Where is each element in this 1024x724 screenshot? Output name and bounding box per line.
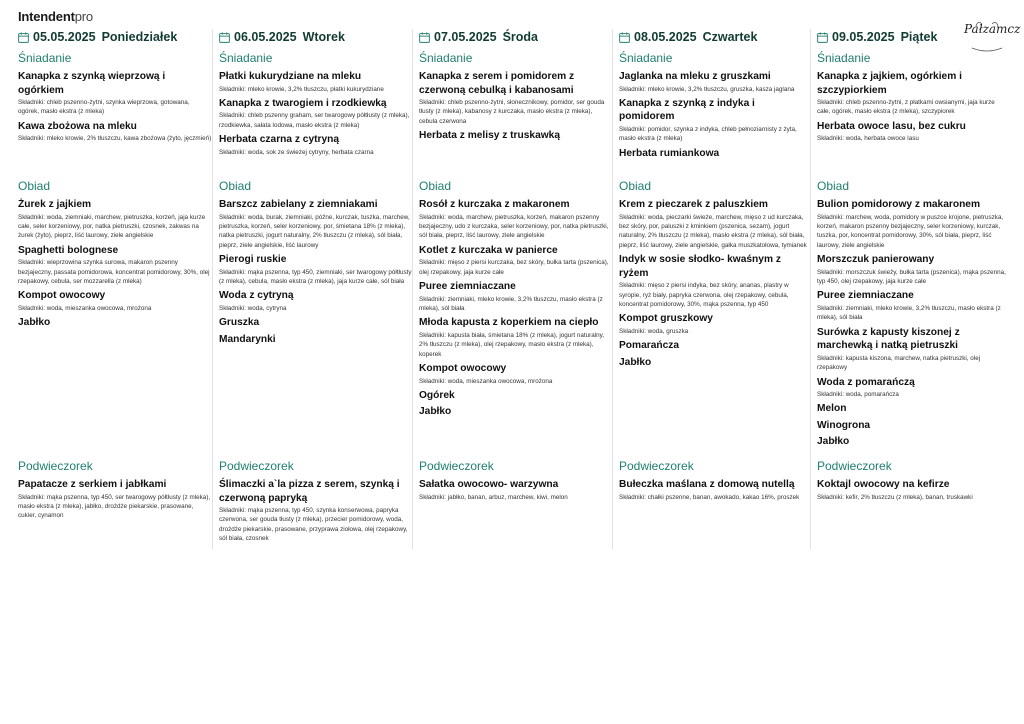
dish-name: Barszcz zabielany z ziemniakami xyxy=(219,199,378,210)
snack-section xyxy=(613,459,810,505)
day-date: 08.05.2025 xyxy=(634,30,697,44)
dish-name: Puree ziemniaczane xyxy=(419,281,516,293)
breakfast-section xyxy=(413,51,612,146)
menu-item xyxy=(219,289,412,313)
menu-item xyxy=(18,70,212,117)
dish-ingredients: Składniki: mięso z piersi kurczaka, bez skóry, bułka tarta (pszenica), olej rzepakowy, jaja kurze całe xyxy=(419,259,609,276)
day-date: 05.05.2025 xyxy=(33,30,96,44)
dish-name: Winogrona xyxy=(817,419,871,431)
section-title: Śniadanie xyxy=(619,51,673,65)
snack-section xyxy=(18,459,212,524)
menu-item xyxy=(419,70,612,126)
section-title: Obiad xyxy=(18,179,51,193)
dish-name: Papatacze z serkiem i jabłkami xyxy=(18,479,167,490)
meal-list xyxy=(219,70,412,157)
section-title: Śniadanie xyxy=(219,51,273,65)
menu-item xyxy=(817,376,1006,400)
meal-list xyxy=(817,478,1006,502)
menu-item xyxy=(817,402,1006,416)
dish-name: Kanapka z twarogiem i rzodkiewką xyxy=(219,97,387,109)
meal-list xyxy=(219,478,412,544)
menu-item xyxy=(817,478,1006,502)
menu-item xyxy=(619,97,810,144)
breakfast-section xyxy=(18,51,212,147)
dish-name: Kotlet z kurczaka w panierce xyxy=(419,244,558,256)
menu-item xyxy=(817,70,1006,117)
day-name: Środa xyxy=(502,30,538,44)
dish-ingredients: Składniki: wieprzowina szynka surowa, makaron pszenny bezjajeczny, passata pomidorowa, koncentrat pomidorowy, 30%, olej rzepakowy, cebula, ser mozzarella (z mleka) xyxy=(18,259,210,286)
menu-item xyxy=(817,419,1006,433)
dish-name: Mandarynki xyxy=(219,333,276,345)
dish-ingredients: Składniki: woda, mieszanka owocowa, mrożona xyxy=(18,304,152,312)
dish-ingredients: Składniki: chleb pszenny graham, ser twarogowy półtłusty (z mleka), rzodkiewka, sałata lodowa, masło ekstra (z mleka) xyxy=(219,112,410,129)
brand-name-part1: Intendent xyxy=(18,9,75,24)
dish-ingredients: Składniki: marchew, woda, pomidory w puszce krojone, pietruszka, korzeń, makaron pszenny bezjajeczny, seler korzeniowy, kurczak, tuszka, por, koncentrat pomidorowy, 30%, sól biała, pieprz, liść laurowy, ziele angielskie xyxy=(817,213,1004,249)
dish-name: Melon xyxy=(817,403,847,415)
dish-ingredients: Składniki: woda, mieszanka owocowa, mrożona xyxy=(419,377,553,385)
dish-ingredients: Składniki: mąka pszenna, typ 450, ser twarogowy półtłusty (z mleka), masło ekstra (z mleka), jabłko, drożdże piekarskie, prasowane, cukier, cynamon xyxy=(18,493,211,520)
dish-name: Jaglanka na mleku z gruszkami xyxy=(619,71,771,82)
dish-ingredients: Składniki: chleb pszenno-żytni, szynka wieprzowa, gotowana, ogórek, masło ekstra (z mleka) xyxy=(18,99,190,116)
dish-name: Kanapka z jajkiem, ogórkiem i szczypiorkiem xyxy=(817,71,962,96)
section-title: Śniadanie xyxy=(817,51,871,65)
section-title: Obiad xyxy=(619,179,652,193)
dish-ingredients: Składniki: chleb pszenno-żytni, słonecznikowy, pomidor, ser gouda tłusty (z mleka), kabanosy z kurczaka, masło ekstra (z mleka), cebula czerwona xyxy=(419,99,605,125)
section-title: Obiad xyxy=(419,179,452,193)
day-column xyxy=(212,29,412,549)
menu-item xyxy=(817,198,1006,250)
dish-ingredients: Składniki: jabłko, banan, arbuz, marchew, kiwi, melon xyxy=(419,493,568,501)
day-column xyxy=(810,29,1006,549)
dish-name: Kanapka z serem i pomidorem z czerwoną cebulką i kabanosami xyxy=(419,71,575,96)
lunch-section xyxy=(413,179,612,422)
section-title: Podwieczorek xyxy=(817,459,892,473)
lunch-section xyxy=(213,179,412,349)
menu-item xyxy=(817,253,1006,286)
dish-name: Jabłko xyxy=(817,436,850,448)
menu-item xyxy=(619,70,810,94)
breakfast-section xyxy=(613,51,810,163)
dish-name: Morszczuk panierowany xyxy=(817,254,935,266)
day-date: 06.05.2025 xyxy=(234,30,297,44)
dish-ingredients: Składniki: kapusta kiszona, marchew, natka pietruszki, olej rzepakowy xyxy=(817,354,981,372)
menu-item xyxy=(219,316,412,330)
menu-item xyxy=(419,129,612,143)
dish-name: Woda z cytryną xyxy=(219,290,294,302)
menu-item xyxy=(817,435,1006,449)
section-title: Podwieczorek xyxy=(219,459,294,473)
dish-name: Pomarańcza xyxy=(619,340,680,352)
dish-ingredients: Składniki: morszczuk świeży, bułka tarta (pszenica), mąka pszenna, typ 450, olej rzepakowy, jaja kurze całe xyxy=(817,268,1006,286)
dish-name: Żurek z jajkiem xyxy=(18,199,92,210)
menu-item xyxy=(18,316,212,330)
menu-item xyxy=(619,312,810,336)
brand-logo xyxy=(18,9,93,24)
dish-ingredients: Składniki: mleko krowie, 3,2% tłuszczu, gruszka, kasza jaglana xyxy=(619,85,795,93)
dish-name: Młoda kapusta z koperkiem na ciepło xyxy=(419,317,599,329)
dish-ingredients: Składniki: woda, herbata owoce lasu xyxy=(817,135,919,143)
meal-list xyxy=(18,198,212,330)
section-title: Podwieczorek xyxy=(619,459,694,473)
dish-name: Bulion pomidorowy z makaronem xyxy=(817,199,981,210)
dish-ingredients: Składniki: woda, ziemniaki, marchew, pietruszka, korzeń, jaja kurze całe, seler korzeniowy, por, natka pietruszki, czosnek, zakwas na żurek (żyto), pieprz, liść laurowy, ziele angielskie xyxy=(18,213,206,240)
section-title: Obiad xyxy=(219,179,252,193)
menu-item xyxy=(219,253,412,286)
menu-item xyxy=(419,280,612,313)
calendar-icon xyxy=(18,32,29,43)
dish-name: Krem z pieczarek z paluszkiem xyxy=(619,199,768,210)
calendar-icon xyxy=(619,32,630,43)
menu-item xyxy=(619,253,810,309)
lunch-section xyxy=(613,179,810,372)
day-header xyxy=(213,29,412,45)
dish-ingredients: Składniki: woda, cytryna xyxy=(219,304,287,312)
day-header xyxy=(413,29,612,45)
dish-name: Kompot owocowy xyxy=(419,363,507,375)
dish-name: Kanapka z szynką z indyka i pomidorem xyxy=(619,97,755,123)
menu-item xyxy=(619,147,810,161)
dish-name: Indyk w sosie słodko- kwaśnym z ryżem xyxy=(619,254,781,279)
dish-name: Ślimaczki a`la pizza z serem, szynką i czerwoną papryką xyxy=(219,479,400,504)
dish-ingredients: Składniki: chałki pszenne, banan, awokado, kakao 16%, proszek xyxy=(619,493,800,501)
menu-item xyxy=(18,244,212,287)
day-header xyxy=(18,29,212,45)
day-date: 09.05.2025 xyxy=(832,30,895,44)
calendar-icon xyxy=(219,32,230,43)
dish-ingredients: Składniki: chleb pszenno-żytni, z płatkami owsianymi, jaja kurze całe, ogórek, masło ekstra (z mleka), szczypiorek xyxy=(817,99,995,116)
dish-name: Koktajl owocowy na kefirze xyxy=(817,479,950,490)
dish-ingredients: Składniki: ziemniaki, mleko krowie, 3,2% tłuszczu, masło ekstra (z mleka), sól biała xyxy=(817,304,1001,322)
section-title: Obiad xyxy=(817,179,850,193)
menu-item xyxy=(619,339,810,353)
menu-item xyxy=(419,478,612,502)
menu-grid xyxy=(18,29,1012,549)
dish-name: Jabłko xyxy=(18,317,51,329)
menu-item xyxy=(419,389,612,403)
menu-item xyxy=(419,316,612,359)
snack-section xyxy=(213,459,412,547)
menu-item xyxy=(219,97,412,130)
menu-item xyxy=(219,70,412,94)
dish-name: Herbata czarna z cytryną xyxy=(219,134,340,146)
day-name: Czwartek xyxy=(702,30,758,44)
meal-list xyxy=(419,478,612,502)
dish-ingredients: Składniki: kapusta biała, śmietana 18% (z mleka), jogurt naturalny, 2% tłuszczu (z mleka), olej rzepakowy, masło ekstra (z mleka), koperek xyxy=(419,331,605,358)
dish-name: Rosół z kurczaka z makaronem xyxy=(419,199,570,210)
dish-name: Gruszka xyxy=(219,317,260,329)
day-header xyxy=(613,29,810,45)
menu-item xyxy=(419,405,612,419)
calendar-icon xyxy=(419,32,430,43)
dish-name: Herbata rumiankowa xyxy=(619,147,720,159)
day-header xyxy=(811,29,1006,45)
section-title: Śniadanie xyxy=(18,51,72,65)
dish-ingredients: Składniki: mąka pszenna, typ 450, ziemniaki, ser twarogowy półtłusty (z mleka), cebula, masło ekstra (z mleka), jaja kurze całe, sól biała xyxy=(219,268,412,286)
menu-item xyxy=(18,120,212,144)
menu-item xyxy=(18,478,212,521)
menu-item xyxy=(219,478,412,544)
meal-list xyxy=(817,70,1006,144)
dish-ingredients: Składniki: woda, gruszka xyxy=(619,327,689,335)
meal-list xyxy=(419,70,612,143)
day-column xyxy=(612,29,810,549)
dish-name: Kanapka z szynką wieprzową i ogórkiem xyxy=(18,71,166,96)
meal-list xyxy=(219,198,412,346)
dish-name: Płatki kukurydziane na mleku xyxy=(219,71,362,82)
meal-list xyxy=(619,478,810,502)
dish-ingredients: Składniki: woda, burak, ziemniaki, późne, kurczak, tuszka, marchew, pietruszka, korzeń, seler korzeniowy, por, śmietana 18% (z mleka), natka pietruszki, jogurt naturalny, 2% tłuszczu (z mleka), sól biała, pieprz, ziele angielskie, liść laurowy xyxy=(219,213,410,249)
meal-list xyxy=(18,478,212,521)
day-name: Wtorek xyxy=(302,30,345,44)
dish-name: Bułeczka maślana z domową nutellą xyxy=(619,479,795,490)
menu-item xyxy=(619,478,810,502)
dish-ingredients: Składniki: mleko krowie, 3,2% tłuszczu, płatki kukurydziane xyxy=(219,85,384,93)
menu-item xyxy=(619,356,810,370)
menu-item xyxy=(219,333,412,347)
menu-item xyxy=(18,289,212,313)
menu-item xyxy=(219,133,412,157)
dish-ingredients: Składniki: mąka pszenna, typ 450, szynka konserwowa, papryka czerwona, ser gouda tłusty (z mleka), przecier pomidorowy, woda, drożdże piekarskie, prasowane, przyprawa ziołowa, olej rzepakowy, sól biała, czosnek xyxy=(219,507,408,543)
dish-name: Kompot owocowy xyxy=(18,290,106,302)
menu-item xyxy=(18,198,212,241)
menu-item xyxy=(219,198,412,250)
menu-item xyxy=(817,289,1006,322)
dish-name: Surówka z kapusty kiszonej z marchewką i natką pietruszki xyxy=(817,326,960,352)
menu-item xyxy=(419,362,612,386)
day-name: Piątek xyxy=(900,30,938,44)
day-column xyxy=(18,29,212,549)
day-column xyxy=(412,29,612,549)
day-date: 07.05.2025 xyxy=(434,30,497,44)
dish-ingredients: Składniki: pomidor, szynka z indyka, chleb pełnoziarnisty z żyta, masło ekstra (z mleka) xyxy=(619,125,797,143)
dish-ingredients: Składniki: mięso z piersi indyka, bez skóry, ananas, plastry w syropie, ryż biały, papryka czerwona, olej rzepakowy, cebula, koncentrat pomidorowy, 30%, mąka pszenna, typ 450 xyxy=(619,282,789,308)
dish-name: Woda z pomarańczą xyxy=(817,376,915,388)
breakfast-section xyxy=(213,51,412,160)
dish-name: Pierogi ruskie xyxy=(219,254,287,266)
dish-name: Spaghetti bolognese xyxy=(18,244,119,256)
meal-list xyxy=(619,70,810,160)
dish-ingredients: Składniki: woda, sok ze świeżej cytryny, herbata czarna xyxy=(219,148,374,156)
dish-ingredients: Składniki: woda, pieczarki świeże, marchew, mięso z ud kurczaka, bez skóry, por, paluszki z kminkiem (pszenica, sezam), jogurt naturalny, 2% tłuszczu (z mleka), masło ekstra (z mleka), sól biała, pieprz, liść laurowy, ziele angielskie, gałka muszkatołowa, tymianek xyxy=(619,213,807,249)
crest-text: Pałzamcz xyxy=(964,22,1021,36)
section-title: Podwieczorek xyxy=(419,459,494,473)
dish-name: Puree ziemniaczane xyxy=(817,290,914,302)
section-title: Śniadanie xyxy=(419,51,473,65)
dish-name: Jabłko xyxy=(419,406,452,418)
menu-item xyxy=(817,326,1006,373)
dish-name: Kawa zbożowa na mleku xyxy=(18,120,137,132)
snack-section xyxy=(413,459,612,505)
dish-ingredients: Składniki: woda, marchew, pietruszka, korzeń, makaron pszenny bezjajeczny, udo z kurczaka, seler korzeniowy, por, natka pietruszki, sól biała, pieprz, liść laurowy, ziele angielskie xyxy=(419,213,609,240)
meal-list xyxy=(419,198,612,419)
menu-item xyxy=(817,120,1006,144)
section-title: Podwieczorek xyxy=(18,459,93,473)
breakfast-section xyxy=(811,51,1006,147)
lunch-section xyxy=(18,179,212,333)
dish-ingredients: Składniki: mleko krowie, 2% tłuszczu, kawa zbożowa (żyto, jęczmień) xyxy=(18,135,212,143)
menu-item xyxy=(619,198,810,250)
calendar-icon xyxy=(817,32,828,43)
dish-name: Kompot gruszkowy xyxy=(619,313,713,325)
menu-item xyxy=(419,244,612,277)
dish-name: Ogórek xyxy=(419,389,455,401)
menu-item xyxy=(419,198,612,241)
brand-name-part2: pro xyxy=(74,9,93,24)
dish-name: Herbata z melisy z truskawką xyxy=(419,130,560,142)
dish-ingredients: Składniki: ziemniaki, mleko krowie, 3,2% tłuszczu, masło ekstra (z mleka), sól biała xyxy=(419,295,603,312)
dish-ingredients: Składniki: kefir, 2% tłuszczu (z mleka), banan, truskawki xyxy=(817,493,973,501)
dish-ingredients: Składniki: woda, pomarańcza xyxy=(817,391,899,399)
dish-name: Jabłko xyxy=(619,356,652,368)
meal-list xyxy=(18,70,212,144)
snack-section xyxy=(811,459,1006,505)
meal-list xyxy=(619,198,810,369)
lunch-section xyxy=(811,179,1006,452)
dish-name: Herbata owoce lasu, bez cukru xyxy=(817,120,966,132)
meal-list xyxy=(817,198,1006,449)
day-name: Poniedziałek xyxy=(101,30,178,44)
dish-name: Sałatka owocowo- warzywna xyxy=(419,479,559,490)
